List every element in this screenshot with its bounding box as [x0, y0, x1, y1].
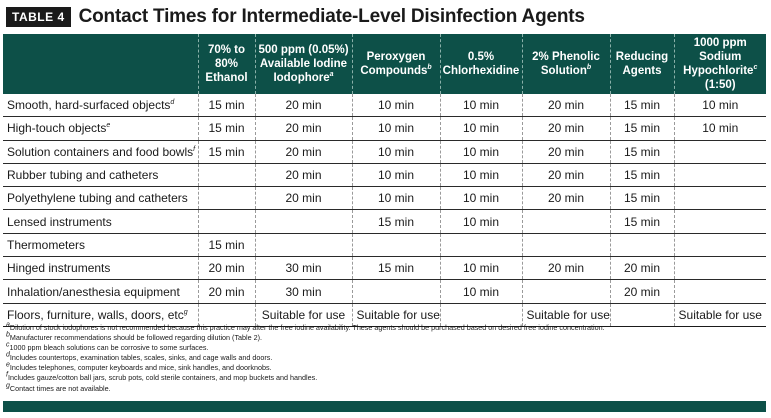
table-cell: 20 min	[255, 187, 352, 210]
table-wrapper	[3, 34, 766, 327]
table-cell: 15 min	[610, 163, 674, 186]
row-label-text: Thermometers	[7, 237, 86, 252]
table-cell	[198, 187, 255, 210]
table-cell: 10 min	[352, 94, 440, 117]
table-row	[3, 140, 766, 163]
table-cell: 10 min	[352, 187, 440, 210]
table-cell: 10 min	[352, 117, 440, 140]
table-cell: 20 min	[198, 280, 255, 303]
table-cell: 15 min	[610, 94, 674, 117]
footnote-text: 1000 ppm bleach solutions can be corrosive to some surfaces.	[9, 343, 209, 353]
table-row	[3, 94, 766, 117]
table-cell: 10 min	[352, 140, 440, 163]
column-header	[522, 34, 610, 94]
row-label-text: Polyethylene tubing and catheters	[7, 191, 188, 206]
table-cell: 10 min	[674, 94, 766, 117]
table-cell: 15 min	[610, 210, 674, 233]
table-body	[3, 94, 766, 326]
footnote-marker: a	[6, 321, 10, 329]
table-cell	[674, 187, 766, 210]
table-cell: 10 min	[674, 117, 766, 140]
table-cell: 20 min	[255, 163, 352, 186]
table-cell: 15 min	[610, 117, 674, 140]
table-cell: 15 min	[352, 257, 440, 280]
table-cell	[674, 257, 766, 280]
column-header-line: Peroxygen	[366, 51, 426, 63]
footnote-text: Dilution of stock iodophores is not recommended because this practice may alter the free iodine availability. These agents should be purchased based on desired free iodine concentration.	[9, 323, 605, 332]
footnote-marker: f	[193, 145, 196, 153]
column-header	[198, 34, 255, 94]
table-title-row	[6, 3, 585, 31]
row-label-text: High-touch objects	[7, 121, 107, 136]
row-label-text: Inhalation/anesthesia equipment	[7, 284, 180, 299]
table-cell: Suitable for use	[674, 303, 766, 326]
table-cell	[255, 210, 352, 233]
table-cell: 15 min	[198, 233, 255, 256]
table-cell: 20 min	[255, 140, 352, 163]
row-label	[3, 233, 198, 256]
footnote-marker: b	[586, 64, 592, 72]
table-cell	[198, 210, 255, 233]
column-header-line: Reducing	[615, 51, 669, 63]
footnote	[6, 323, 766, 333]
column-header-line: Chlorhexidine	[442, 65, 520, 77]
footnote-text: Includes gauze/cotton ball jars, scrub pots, cold sterile containers, and mop buckets and handles.	[7, 373, 318, 383]
row-label	[3, 187, 198, 210]
footnote-marker: c	[753, 64, 758, 72]
footnote-marker: c	[6, 341, 10, 349]
header-row	[3, 34, 766, 94]
table-cell	[255, 233, 352, 256]
table-cell	[198, 163, 255, 186]
table-cell	[440, 233, 522, 256]
table-cell: 20 min	[255, 117, 352, 140]
row-label	[3, 140, 198, 163]
footnote-marker: g	[183, 308, 188, 316]
table-cell: 30 min	[255, 280, 352, 303]
table-cell	[674, 280, 766, 303]
table-title: Contact Times for Intermediate-Level Disinfection Agents	[78, 6, 585, 27]
column-header-line: 500 ppm (0.05%)	[258, 44, 349, 56]
row-label	[3, 117, 198, 140]
table-cell: 15 min	[198, 140, 255, 163]
footnote	[6, 373, 766, 383]
table-cell: 30 min	[255, 257, 352, 280]
footnote-text: Includes countertops, examination tables, scales, sinks, and cage walls and doors.	[9, 353, 273, 363]
column-header-line: Agents	[622, 65, 662, 77]
column-header-line: Ethanol	[205, 72, 248, 84]
table-cell: 20 min	[522, 140, 610, 163]
row-label-text: Hinged instruments	[7, 261, 111, 276]
column-header-line: 80%	[214, 58, 239, 70]
footnote-marker: a	[329, 71, 334, 79]
row-label-text: Lensed instruments	[7, 214, 112, 229]
footnote-marker: g	[6, 382, 10, 390]
footnote-marker: e	[106, 122, 111, 130]
table-row	[3, 163, 766, 186]
row-label	[3, 163, 198, 186]
header-empty-cell	[3, 34, 198, 94]
table-cell: 15 min	[610, 187, 674, 210]
table-cell: 10 min	[440, 210, 522, 233]
footnote-marker: d	[170, 99, 175, 107]
table-cell: 20 min	[522, 187, 610, 210]
table-cell: 20 min	[522, 163, 610, 186]
column-header-line: Hypochlorite	[683, 65, 754, 77]
table-cell	[352, 233, 440, 256]
footnotes	[6, 323, 766, 394]
table-cell: 10 min	[440, 257, 522, 280]
table-row	[3, 117, 766, 140]
row-label-text: Floors, furniture, walls, doors, etc	[7, 307, 184, 322]
table-cell	[610, 233, 674, 256]
table-cell: 10 min	[440, 94, 522, 117]
footnote	[6, 353, 766, 363]
column-header-line: 2% Phenolic	[532, 51, 600, 63]
table-row	[3, 280, 766, 303]
table-cell: 10 min	[440, 280, 522, 303]
footnote-marker: b	[427, 64, 432, 72]
footnote-marker: e	[6, 361, 10, 369]
table-cell	[522, 233, 610, 256]
column-header	[674, 34, 766, 94]
table-cell: 15 min	[352, 210, 440, 233]
footer-bar	[3, 401, 766, 412]
footnote	[6, 384, 766, 394]
table-cell: 10 min	[440, 117, 522, 140]
row-label	[3, 280, 198, 303]
row-label	[3, 94, 198, 117]
column-header-line: (1:50)	[704, 79, 736, 91]
table-row	[3, 210, 766, 233]
table-cell: 15 min	[198, 117, 255, 140]
table-cell	[674, 140, 766, 163]
column-header-line: 1000 ppm Sodium	[693, 37, 747, 63]
column-header-line: Compounds	[360, 65, 428, 77]
row-label-text: Smooth, hard-surfaced objects	[7, 98, 171, 113]
table-cell: 20 min	[522, 94, 610, 117]
column-header	[610, 34, 674, 94]
column-header-line: Solution	[540, 65, 587, 77]
column-header-line: 0.5%	[467, 51, 495, 63]
column-header-line: Iodophore	[273, 72, 330, 84]
footnote-text: Contact times are not available.	[9, 383, 111, 393]
table-cell: 15 min	[610, 140, 674, 163]
table-cell: Suitable for use	[522, 303, 610, 326]
row-label-text: Solution containers and food bowls	[7, 144, 194, 159]
column-header	[352, 34, 440, 94]
table-cell: 10 min	[440, 140, 522, 163]
table-cell: 15 min	[198, 94, 255, 117]
table-cell	[522, 280, 610, 303]
table-cell	[674, 210, 766, 233]
row-label-text: Rubber tubing and catheters	[7, 168, 159, 183]
table-row	[3, 187, 766, 210]
footnote-marker: b	[6, 331, 10, 339]
footnote-marker: d	[6, 351, 10, 359]
table-cell	[674, 233, 766, 256]
table-cell: 20 min	[198, 257, 255, 280]
disinfection-table	[3, 34, 766, 327]
column-header	[255, 34, 352, 94]
footnote	[6, 343, 766, 353]
footnote-marker: f	[6, 372, 8, 380]
table-cell: Suitable for use	[352, 303, 440, 326]
table-cell: Suitable for use	[255, 303, 352, 326]
column-header-line: 70% to	[207, 44, 246, 56]
table-cell: 20 min	[255, 94, 352, 117]
table-cell: 10 min	[440, 163, 522, 186]
table-number-label: TABLE 4	[6, 7, 71, 27]
table-cell	[674, 163, 766, 186]
table-cell: 10 min	[440, 187, 522, 210]
footnote-text: Manufacturer recommendations should be followed regarding dilution (Table 2).	[9, 333, 263, 343]
column-header	[440, 34, 522, 94]
row-label	[3, 257, 198, 280]
table-cell	[352, 280, 440, 303]
table-cell: 20 min	[522, 117, 610, 140]
table-row	[3, 257, 766, 280]
table-cell: 20 min	[610, 280, 674, 303]
table-cell: 20 min	[610, 257, 674, 280]
footnote	[6, 363, 766, 373]
table-row	[3, 233, 766, 256]
footnote	[6, 333, 766, 343]
footnote-text: Includes telephones, computer keyboards and mice, sink handles, and doorknobs.	[9, 363, 272, 373]
table-cell	[522, 210, 610, 233]
table-cell: 20 min	[522, 257, 610, 280]
column-header-line: Available Iodine	[259, 58, 348, 70]
table-cell: 10 min	[352, 163, 440, 186]
row-label	[3, 210, 198, 233]
